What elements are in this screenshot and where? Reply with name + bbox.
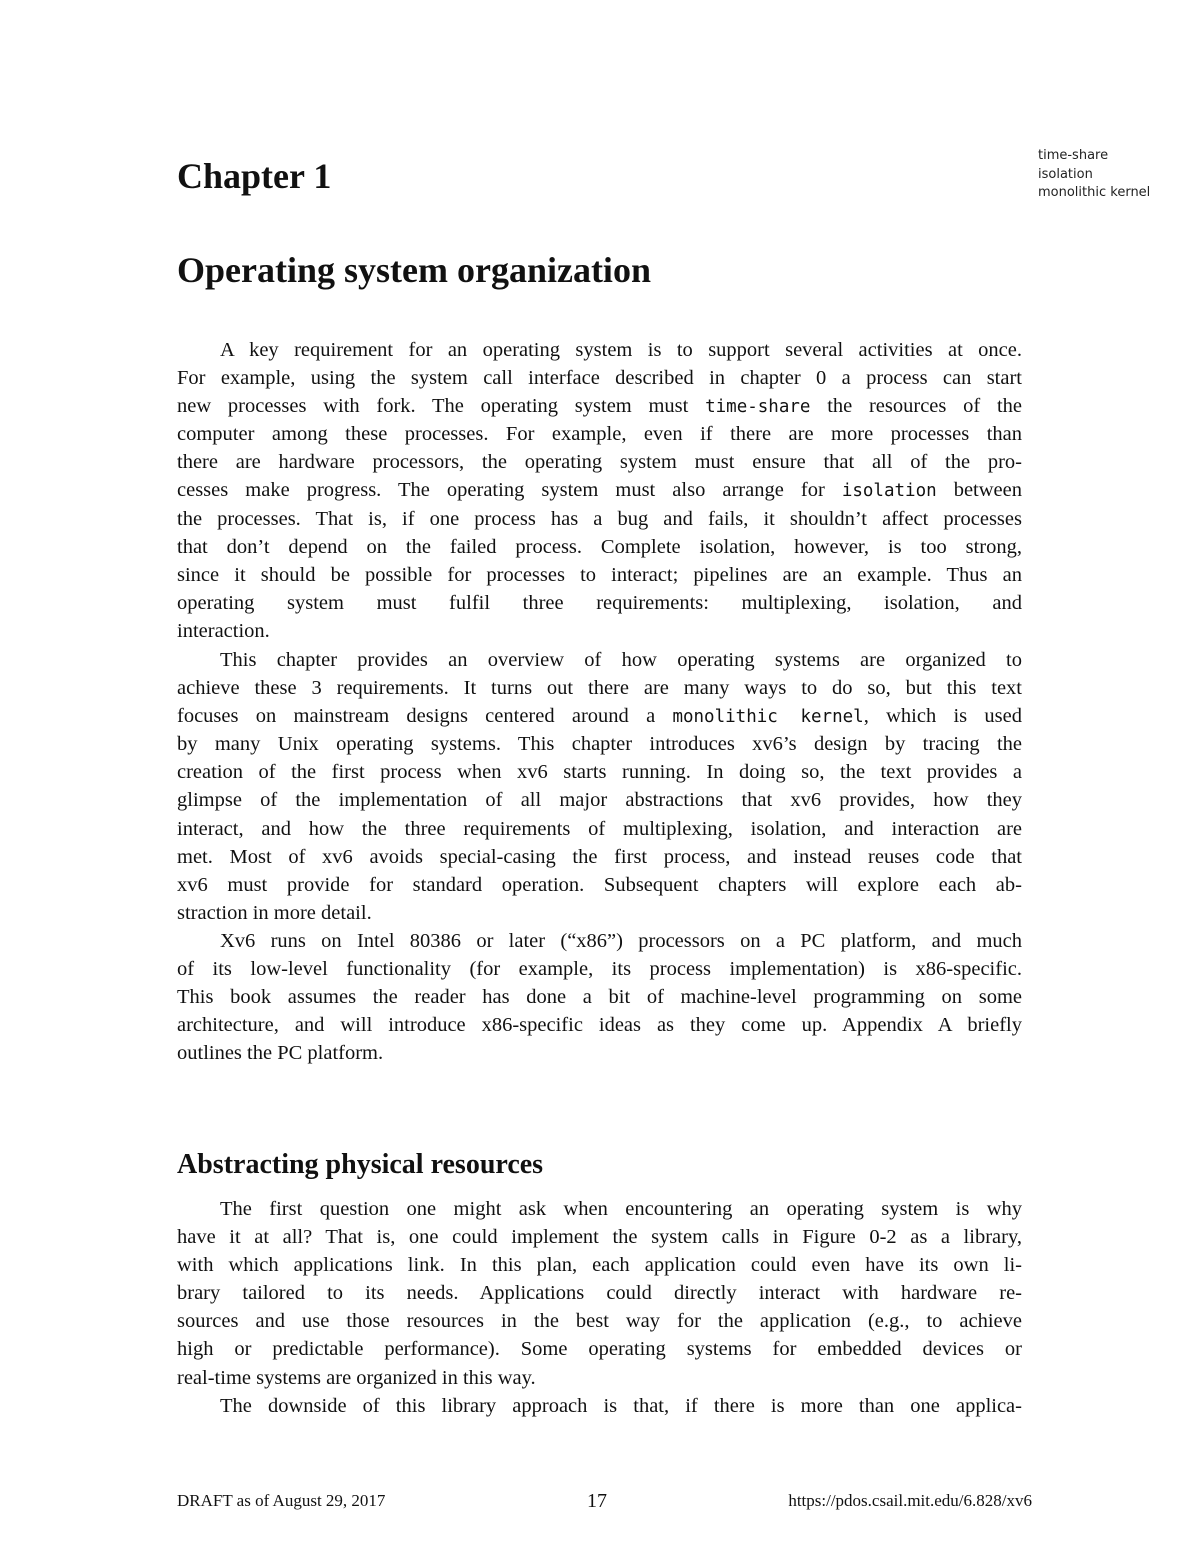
text-line: that don’t depend on the failed process. Complete isolation, however, is too strong, xyxy=(177,535,1022,558)
chapter-label: Chapter 1 xyxy=(177,156,332,196)
text-line: met. Most of xv6 avoids special-casing the first process, and instead reuses code that xyxy=(177,845,1022,868)
text-line: the processes. That is, if one process has a bug and fails, it shouldn’t affect processes xyxy=(177,507,1022,530)
paragraph-1 xyxy=(177,336,1022,645)
text-line: of its low-level functionality (for example, its process implementation) is x86-specific. xyxy=(177,958,1022,981)
text-line: The first question one might ask when encountering an operating system is why xyxy=(220,1198,1022,1220)
margin-note-monolithic-kernel: monolithic kernel xyxy=(1038,185,1151,200)
text-line: The downside of this library approach is that, if there is more than one applica- xyxy=(220,1394,1022,1417)
text-line: glimpse of the implementation of all major abstractions that xv6 provides, how they xyxy=(177,789,1022,812)
text-line: outlines the PC platform. xyxy=(177,1042,384,1065)
text-line: architecture, and will introduce x86-specific ideas as they come up. Appendix A briefly xyxy=(177,1014,1022,1037)
text-line: A key requirement for an operating system is to support several activities at once. xyxy=(220,339,1022,361)
chapter-title: Operating system organization xyxy=(177,250,651,290)
code-term: isolation xyxy=(841,481,937,502)
text-line: achieve these 3 requirements. It turns out there are many ways to do so, but this text xyxy=(177,677,1022,700)
paragraph-3 xyxy=(177,927,1022,1067)
text-line: interaction. xyxy=(177,619,270,642)
source-url: https://pdos.csail.mit.edu/6.828/xv6 xyxy=(788,1491,1032,1510)
code-term: time-share xyxy=(705,397,811,418)
text-line: For example, using the system call interface described in chapter 0 a process can start xyxy=(177,367,1022,390)
text-line: there are hardware processors, the operating system must ensure that all of the pro- xyxy=(177,451,1022,474)
text-line: focuses on mainstream designs centered around a monolithic kernel, which is used xyxy=(177,705,1022,728)
text-line: since it should be possible for processes to interact; pipelines are an example. Thus an xyxy=(177,563,1022,586)
page-number: 17 xyxy=(587,1490,607,1512)
text-line: This chapter provides an overview of how operating systems are organized to xyxy=(220,649,1022,671)
text-line: real-time systems are organized in this way. xyxy=(177,1366,536,1389)
text-line: cesses make progress. The operating system must also arrange for isolation between xyxy=(177,479,1023,502)
draft-date: DRAFT as of August 29, 2017 xyxy=(177,1491,386,1510)
text-line: high or predictable performance). Some operating systems for embedded devices or xyxy=(177,1338,1022,1361)
text-line: computer among these processes. For example, even if there are more processes than xyxy=(177,423,1022,446)
code-term: monolithic kernel xyxy=(672,707,864,728)
text-line: by many Unix operating systems. This chapter introduces xv6’s design by tracing the xyxy=(177,733,1022,756)
section-heading: Abstracting physical resources xyxy=(177,1149,544,1180)
text-line: operating system must fulfil three requirements: multiplexing, isolation, and xyxy=(177,591,1022,614)
margin-note-time-share: time-share xyxy=(1038,148,1109,163)
text-line: This book assumes the reader has done a bit of machine-level programming on some xyxy=(177,986,1022,1009)
text-line: xv6 must provide for standard operation. Subsequent chapters will explore each ab- xyxy=(177,873,1022,896)
margin-note-isolation: isolation xyxy=(1038,166,1093,182)
text-line: interact, and how the three requirements of multiplexing, isolation, and interaction are xyxy=(177,817,1022,840)
paragraph-2 xyxy=(177,646,1022,927)
text-line: have it at all? That is, one could implement the system calls in Figure 0-2 as a library, xyxy=(177,1226,1022,1249)
text-line: brary tailored to its needs. Applications could directly interact with hardware re- xyxy=(177,1282,1022,1305)
text-line: creation of the first process when xv6 starts running. In doing so, the text provides a xyxy=(177,761,1022,784)
section-paragraph-1 xyxy=(177,1195,1022,1420)
margin-notes xyxy=(1038,147,1150,203)
text-line: Xv6 runs on Intel 80386 or later (“x86”) processors on a PC platform, and much xyxy=(220,930,1022,952)
text-line: sources and use those resources in the best way for the application (e.g., to achieve xyxy=(177,1310,1022,1333)
page-footer xyxy=(177,1488,1032,1514)
text-line: new processes with fork. The operating system must time-share the resources of the xyxy=(177,395,1022,418)
text-line: straction in more detail. xyxy=(177,901,372,924)
text-line: with which applications link. In this plan, each application could even have its own li- xyxy=(177,1254,1022,1277)
